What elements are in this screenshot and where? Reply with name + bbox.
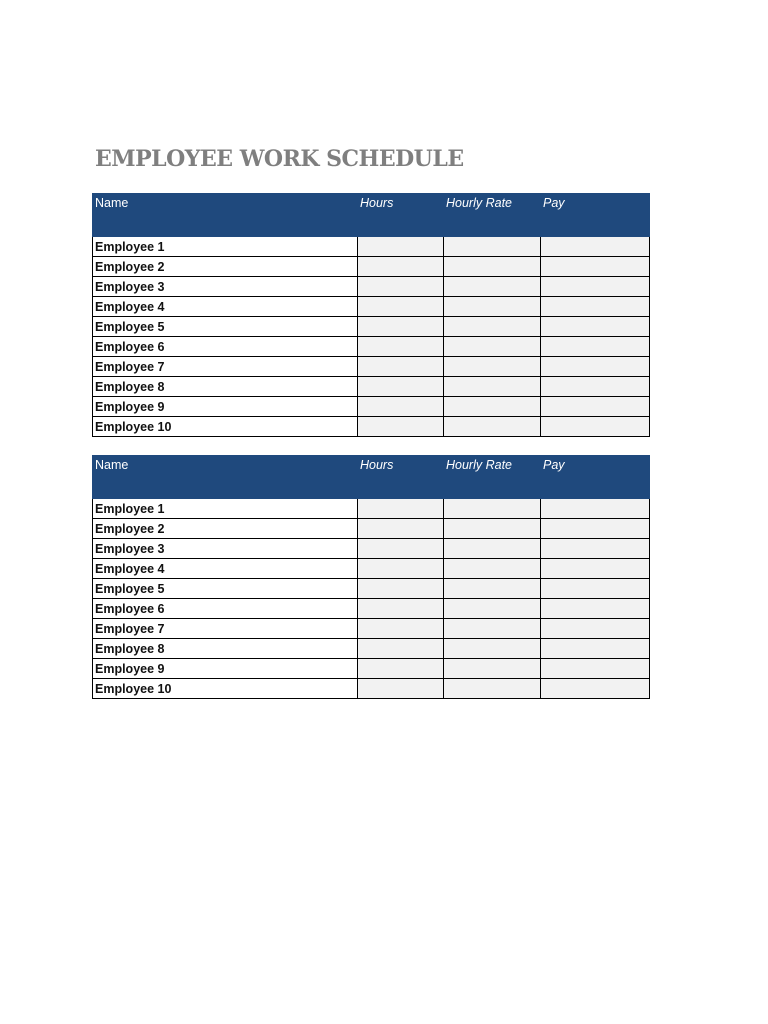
hourly-rate-input-cell[interactable] xyxy=(444,257,541,277)
hours-input-cell[interactable] xyxy=(358,539,444,559)
hourly-rate-input-cell[interactable] xyxy=(444,619,541,639)
hours-input-cell[interactable] xyxy=(358,659,444,679)
hours-input-cell[interactable] xyxy=(358,377,444,397)
column-header-hours: Hours xyxy=(358,194,444,237)
pay-input-cell[interactable] xyxy=(541,337,650,357)
pay-input-cell[interactable] xyxy=(541,297,650,317)
hours-input-cell[interactable] xyxy=(358,417,444,437)
employee-name-cell: Employee 10 xyxy=(93,417,358,437)
pay-input-cell[interactable] xyxy=(541,539,650,559)
pay-input-cell[interactable] xyxy=(541,417,650,437)
hourly-rate-input-cell[interactable] xyxy=(444,237,541,257)
column-header-name: Name xyxy=(93,194,358,237)
hourly-rate-input-cell[interactable] xyxy=(444,297,541,317)
table-header-row xyxy=(93,194,650,237)
hourly-rate-input-cell[interactable] xyxy=(444,317,541,337)
hourly-rate-input-cell[interactable] xyxy=(444,659,541,679)
hourly-rate-input-cell[interactable] xyxy=(444,519,541,539)
table-row xyxy=(93,639,650,659)
hourly-rate-input-cell[interactable] xyxy=(444,397,541,417)
hours-input-cell[interactable] xyxy=(358,499,444,519)
pay-input-cell[interactable] xyxy=(541,499,650,519)
table-row xyxy=(93,377,650,397)
table-row xyxy=(93,417,650,437)
hours-input-cell[interactable] xyxy=(358,337,444,357)
hours-input-cell[interactable] xyxy=(358,599,444,619)
table-row xyxy=(93,539,650,559)
table-row xyxy=(93,499,650,519)
pay-input-cell[interactable] xyxy=(541,659,650,679)
hours-input-cell[interactable] xyxy=(358,277,444,297)
hourly-rate-input-cell[interactable] xyxy=(444,337,541,357)
table-row xyxy=(93,659,650,679)
hourly-rate-input-cell[interactable] xyxy=(444,559,541,579)
pay-input-cell[interactable] xyxy=(541,357,650,377)
hourly-rate-input-cell[interactable] xyxy=(444,499,541,519)
employee-name-cell: Employee 5 xyxy=(93,317,358,337)
table-header-row xyxy=(93,456,650,499)
pay-input-cell[interactable] xyxy=(541,397,650,417)
hourly-rate-input-cell[interactable] xyxy=(444,579,541,599)
table-row xyxy=(93,357,650,377)
hourly-rate-input-cell[interactable] xyxy=(444,599,541,619)
employee-name-cell: Employee 9 xyxy=(93,397,358,417)
column-header-hours: Hours xyxy=(358,456,444,499)
employee-name-cell: Employee 1 xyxy=(93,237,358,257)
pay-input-cell[interactable] xyxy=(541,619,650,639)
pay-input-cell[interactable] xyxy=(541,377,650,397)
employee-name-cell: Employee 3 xyxy=(93,277,358,297)
table-row xyxy=(93,599,650,619)
employee-name-cell: Employee 10 xyxy=(93,679,358,699)
pay-input-cell[interactable] xyxy=(541,237,650,257)
pay-input-cell[interactable] xyxy=(541,579,650,599)
pay-input-cell[interactable] xyxy=(541,559,650,579)
hourly-rate-input-cell[interactable] xyxy=(444,539,541,559)
employee-name-cell: Employee 2 xyxy=(93,519,358,539)
employee-name-cell: Employee 1 xyxy=(93,499,358,519)
employee-name-cell: Employee 2 xyxy=(93,257,358,277)
hours-input-cell[interactable] xyxy=(358,357,444,377)
hours-input-cell[interactable] xyxy=(358,237,444,257)
hours-input-cell[interactable] xyxy=(358,639,444,659)
hours-input-cell[interactable] xyxy=(358,317,444,337)
hours-input-cell[interactable] xyxy=(358,397,444,417)
hourly-rate-input-cell[interactable] xyxy=(444,377,541,397)
column-header-hourly-rate: Hourly Rate xyxy=(444,456,541,499)
page-title: EMPLOYEE WORK SCHEDULE xyxy=(95,146,464,172)
employee-name-cell: Employee 9 xyxy=(93,659,358,679)
employee-name-cell: Employee 4 xyxy=(93,297,358,317)
table-row xyxy=(93,397,650,417)
hourly-rate-input-cell[interactable] xyxy=(444,277,541,297)
pay-input-cell[interactable] xyxy=(541,679,650,699)
employee-name-cell: Employee 3 xyxy=(93,539,358,559)
hourly-rate-input-cell[interactable] xyxy=(444,357,541,377)
table-row xyxy=(93,559,650,579)
pay-input-cell[interactable] xyxy=(541,599,650,619)
hours-input-cell[interactable] xyxy=(358,257,444,277)
table-row xyxy=(93,679,650,699)
table-row xyxy=(93,237,650,257)
table-row xyxy=(93,579,650,599)
employee-name-cell: Employee 6 xyxy=(93,337,358,357)
table-row xyxy=(93,519,650,539)
pay-input-cell[interactable] xyxy=(541,277,650,297)
hourly-rate-input-cell[interactable] xyxy=(444,417,541,437)
table-row xyxy=(93,337,650,357)
employee-name-cell: Employee 5 xyxy=(93,579,358,599)
table-row xyxy=(93,619,650,639)
pay-input-cell[interactable] xyxy=(541,519,650,539)
table-row xyxy=(93,297,650,317)
employee-name-cell: Employee 4 xyxy=(93,559,358,579)
hourly-rate-input-cell[interactable] xyxy=(444,639,541,659)
employee-name-cell: Employee 7 xyxy=(93,619,358,639)
table-row xyxy=(93,277,650,297)
hours-input-cell[interactable] xyxy=(358,297,444,317)
employee-name-cell: Employee 8 xyxy=(93,377,358,397)
pay-input-cell[interactable] xyxy=(541,639,650,659)
pay-input-cell[interactable] xyxy=(541,257,650,277)
hourly-rate-input-cell[interactable] xyxy=(444,679,541,699)
table-row xyxy=(93,317,650,337)
employee-name-cell: Employee 7 xyxy=(93,357,358,377)
column-header-name: Name xyxy=(93,456,358,499)
column-header-hourly-rate: Hourly Rate xyxy=(444,194,541,237)
table-row xyxy=(93,257,650,277)
hours-input-cell[interactable] xyxy=(358,559,444,579)
column-header-pay: Pay xyxy=(541,456,650,499)
column-header-pay: Pay xyxy=(541,194,650,237)
pay-input-cell[interactable] xyxy=(541,317,650,337)
employee-name-cell: Employee 8 xyxy=(93,639,358,659)
hours-input-cell[interactable] xyxy=(358,679,444,699)
hours-input-cell[interactable] xyxy=(358,619,444,639)
schedule-table-2 xyxy=(92,455,650,699)
hours-input-cell[interactable] xyxy=(358,519,444,539)
schedule-table-1 xyxy=(92,193,650,437)
hours-input-cell[interactable] xyxy=(358,579,444,599)
employee-name-cell: Employee 6 xyxy=(93,599,358,619)
